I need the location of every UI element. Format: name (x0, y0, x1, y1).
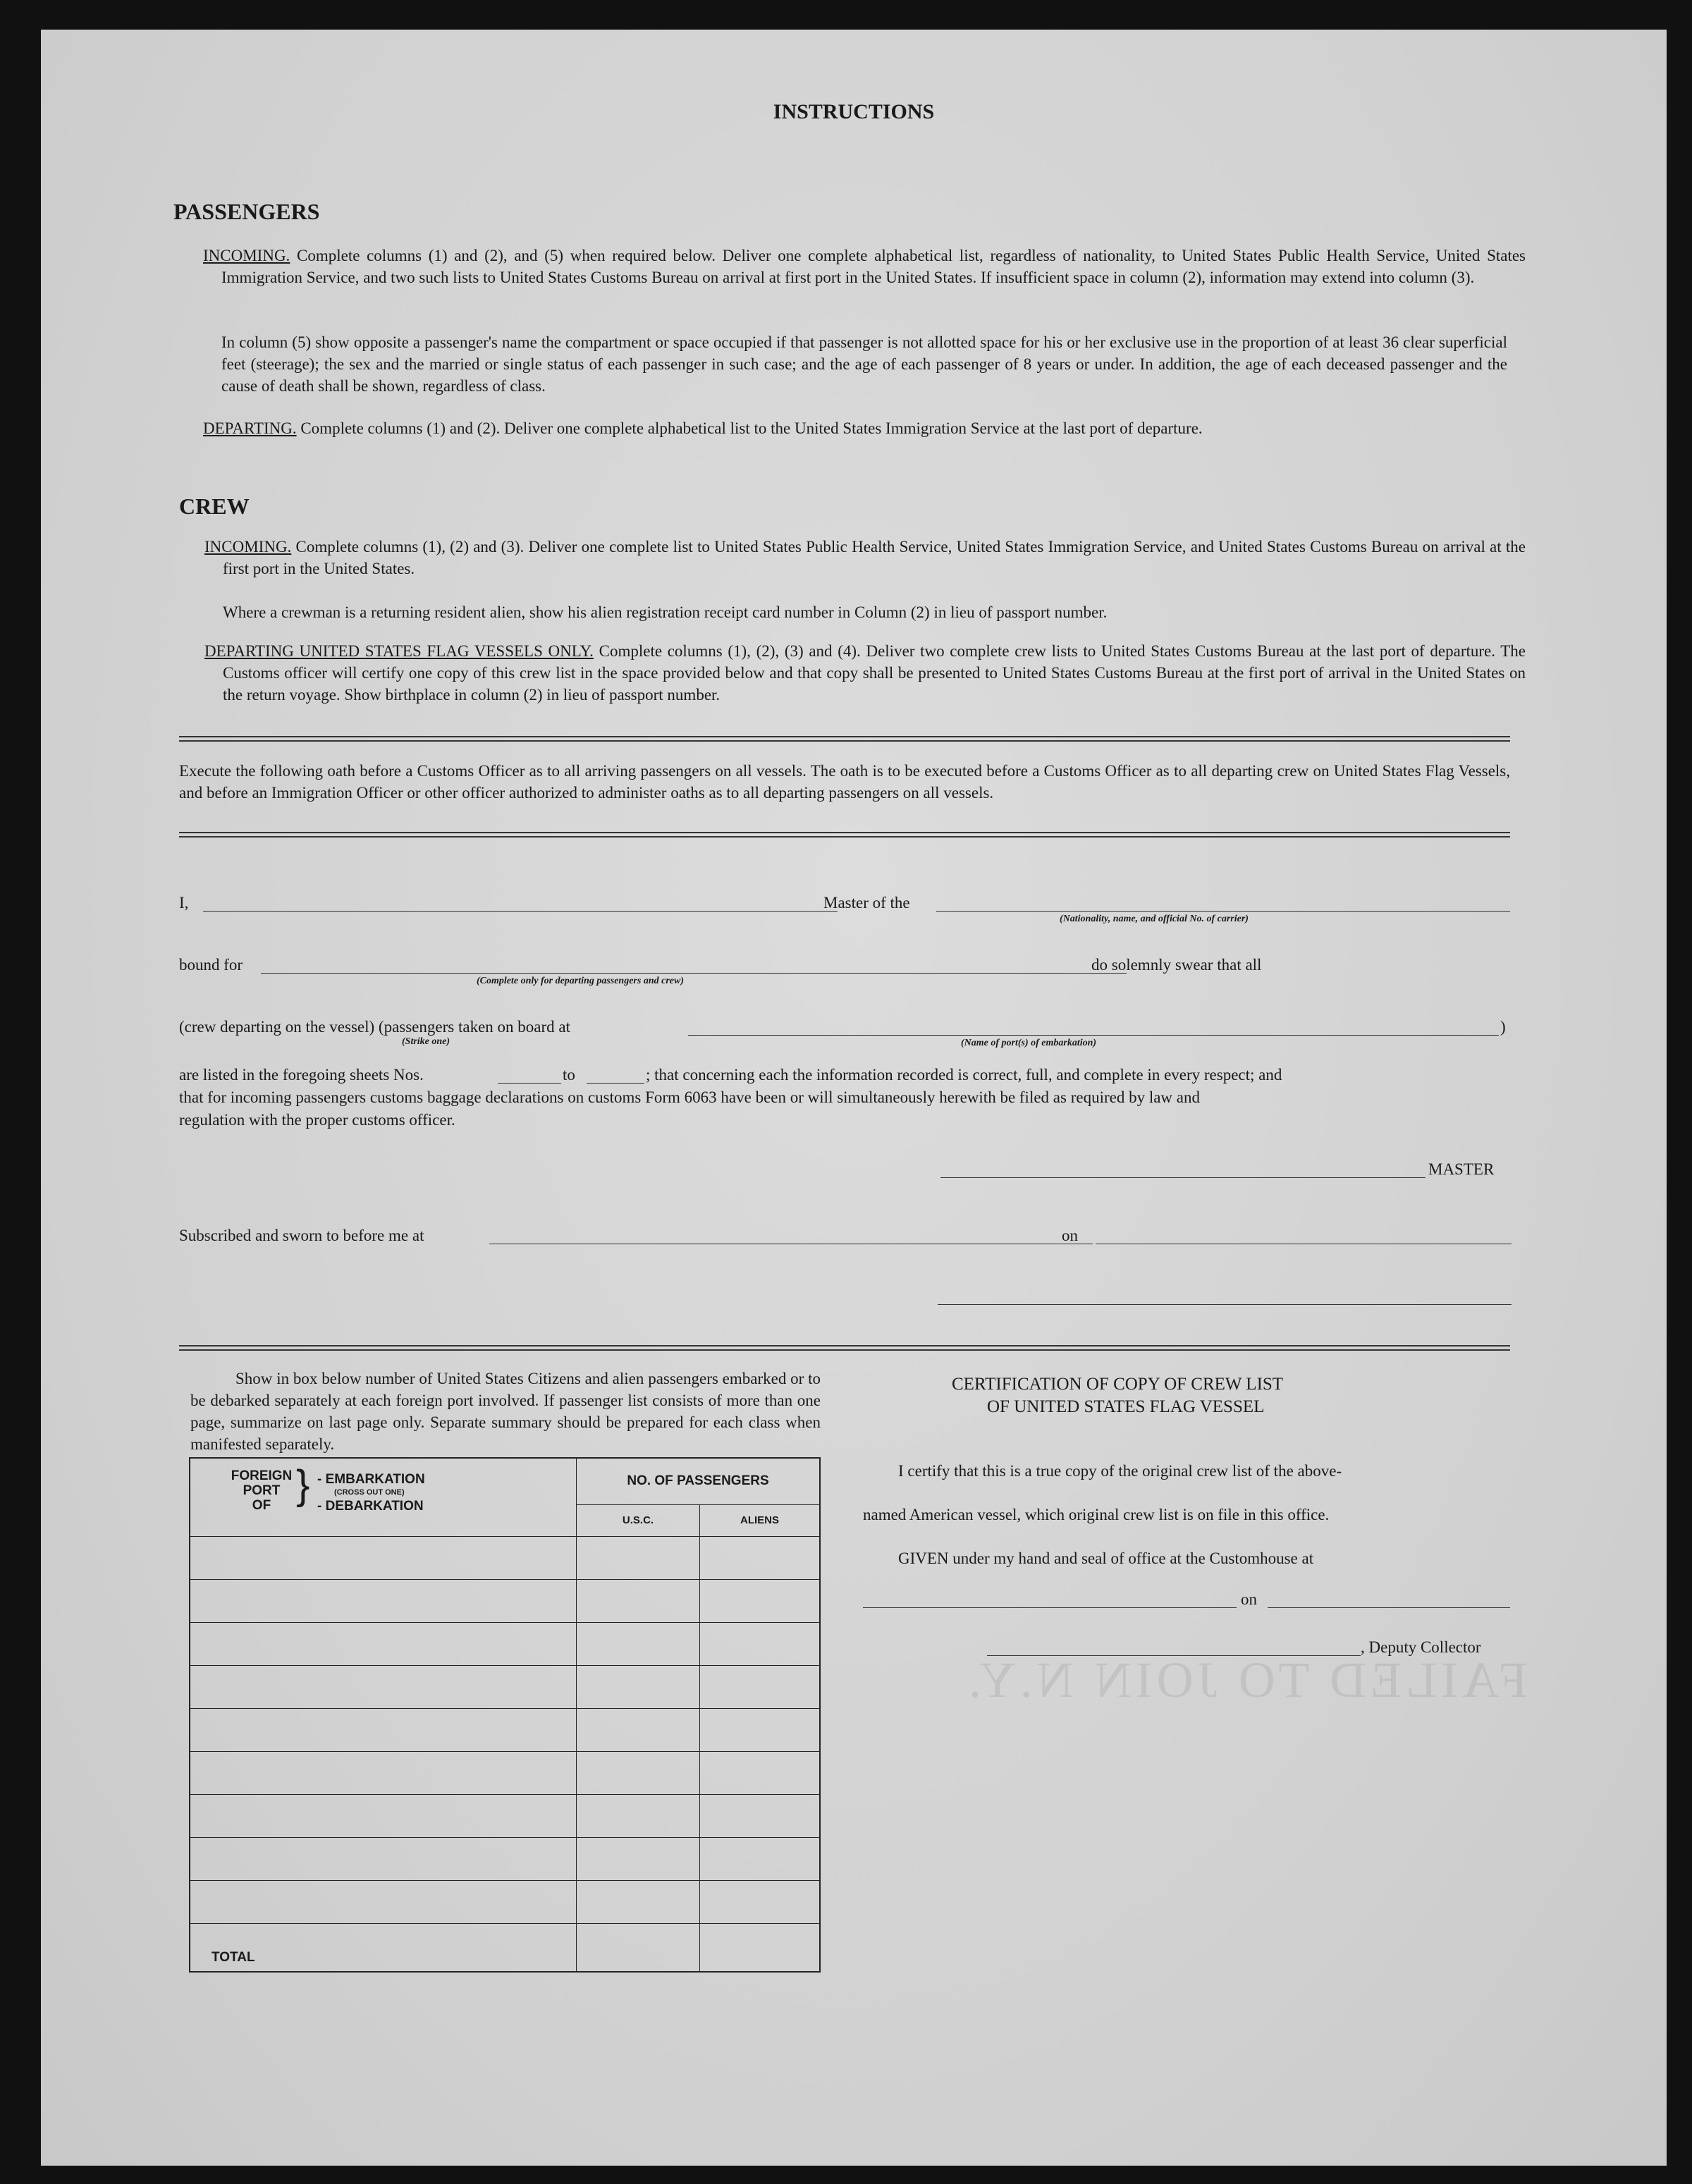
summary-instructions: Show in box below number of United States Citizens and alien passengers embarked or to be debarked separately at each foreign port involved. If passenger list consists of more than one page, summarize on last page only. Separate summary should be prepared for each class when manifested separately. (190, 1370, 821, 1453)
aliens-cell[interactable] (700, 1537, 821, 1580)
oath-intro: Execute the following oath before a Customs Officer as to all arriving passengers on all vessels. The oath is to be executed before a Customs Officer as to all departing crew on United States Flag Vessels, and before an Immigration Officer or other officer authorized to administer oaths as to all departing passengers on all vessels. (179, 762, 1510, 802)
usc-cell[interactable] (577, 1623, 700, 1666)
divider (179, 1345, 1510, 1351)
aliens-cell[interactable] (700, 1881, 821, 1924)
aliens-cell[interactable] (700, 1580, 821, 1623)
port-cell[interactable] (190, 1623, 577, 1666)
listed-regulation-text: regulation with the proper customs officer. (179, 1111, 455, 1129)
sheet-from-line[interactable] (498, 1083, 561, 1084)
table-header-row (190, 1458, 820, 1504)
passengers-incoming-label: INCOMING. (203, 247, 290, 264)
subscribed-on-label: on (1062, 1227, 1078, 1244)
divider (179, 736, 1510, 742)
aliens-cell[interactable] (700, 1709, 821, 1752)
listed-sheets-text: ; that concerning each the information recorded is correct, full, and complete in every respect; and (646, 1066, 1282, 1084)
aliens-cell[interactable] (700, 1666, 821, 1709)
page-title: INSTRUCTIONS (773, 100, 935, 123)
usc-header: U.S.C. (577, 1504, 700, 1536)
total-row (190, 1924, 820, 1973)
port-cell[interactable] (190, 1881, 577, 1924)
bound-for-label: bound for (179, 956, 243, 974)
document-page (41, 30, 1667, 2166)
aliens-cell[interactable] (700, 1752, 821, 1795)
bleed-through-stamp: FAILED TO JOIN N.Y. (964, 1652, 1528, 1708)
crew-incoming-label: INCOMING. (204, 538, 292, 556)
port-cell[interactable] (190, 1709, 577, 1752)
strike-one-caption: (Strike one) (402, 1036, 450, 1047)
carrier-line[interactable] (936, 911, 1510, 912)
table-row (190, 1752, 820, 1795)
customhouse-line[interactable] (863, 1607, 1237, 1608)
passengers-column5-note: In column (5) show opposite a passenger's name the compartment or space occupied if that passenger is not allotted space for his or her exclusive use in the proportion of at least 36 clear superficial feet (steerage); the sex and the married or single status of each passenger in such case; and the age of each passenger of 8 years or under. In addition, the age of each deceased passenger and the cause of death shall be shown, regardless of class. (221, 333, 1507, 395)
usc-cell[interactable] (577, 1795, 700, 1838)
usc-cell[interactable] (577, 1752, 700, 1795)
crew-departing-text: Complete columns (1), (2), (3) and (4). Deliver two complete crew lists to United States Customs Bureau at the last port of departure. The Customs officer will certify one copy of this crew list in the space provided below and that copy shall be presented to United States Customs Bureau at the first port of arrival in the United States on the return voyage. Show birthplace in column (2) in lieu of passport number. (223, 642, 1526, 704)
port-header-cell (190, 1458, 577, 1537)
crew-incoming-text: Complete columns (1), (2) and (3). Deliver one complete list to United States Public Health Service, United States Immigration Service, and United States Customs Bureau on arrival at the first port in the United States. (223, 538, 1526, 577)
crew-departing-label: DEPARTING UNITED STATES FLAG VESSELS ONLY. (204, 642, 594, 660)
embarkation-option: - EMBARKATION (317, 1472, 425, 1487)
certification-heading-2: OF UNITED STATES FLAG VESSEL (987, 1397, 1265, 1416)
no-passengers-header: NO. OF PASSENGERS (577, 1458, 821, 1504)
oath-i-label: I, (179, 894, 189, 912)
master-label: MASTER (1428, 1160, 1495, 1178)
certification-heading-1: CERTIFICATION OF COPY OF CREW LIST (952, 1375, 1284, 1394)
cross-out-one-note: (CROSS OUT ONE) (334, 1488, 405, 1497)
passengers-departing-label: DEPARTING. (203, 419, 297, 437)
passengers-departing-text: Complete columns (1) and (2). Deliver one complete alphabetical list to the United States Immigration Service at the last port of departure. (300, 419, 1203, 437)
table-row (190, 1881, 820, 1924)
cert-on-label: on (1241, 1590, 1257, 1608)
usc-cell[interactable] (577, 1537, 700, 1580)
ports-line[interactable] (688, 1035, 1499, 1036)
usc-cell[interactable] (577, 1580, 700, 1623)
certify-line-1: I certify that this is a true copy of the original crew list of the above- (898, 1462, 1342, 1480)
aliens-header: ALIENS (700, 1504, 821, 1536)
given-line: GIVEN under my hand and seal of office at the Customhouse at (898, 1550, 1314, 1567)
usc-total-cell[interactable] (577, 1924, 700, 1973)
usc-cell[interactable] (577, 1666, 700, 1709)
foreign-port-of (230, 1468, 293, 1513)
col-port-line3: OF (252, 1498, 271, 1513)
subscribed-label: Subscribed and sworn to before me at (179, 1227, 424, 1244)
col-port-line1: FOREIGN (231, 1468, 293, 1483)
aliens-cell[interactable] (700, 1838, 821, 1881)
port-cell[interactable] (190, 1838, 577, 1881)
crew-departing (204, 640, 1526, 706)
aliens-cell[interactable] (700, 1623, 821, 1666)
listed-to-label: to (563, 1066, 575, 1084)
ports-caption: (Name of port(s) of embarkation) (961, 1038, 1097, 1048)
port-cell[interactable] (190, 1795, 577, 1838)
table-row (190, 1795, 820, 1838)
passenger-summary-table (189, 1457, 821, 1973)
table-row (190, 1580, 820, 1623)
swear-text: do solemnly swear that all (1091, 956, 1262, 974)
crew-departing-passengers: (crew departing on the vessel) (passengers taken on board at (179, 1018, 570, 1036)
table-row (190, 1666, 820, 1709)
passengers-incoming-text: Complete columns (1) and (2), and (5) when required below. Deliver one complete alphabetical list, regardless of nationality, to United States Public Health Service, United States Immigration Service, and two such lists to United States Customs Bureau on arrival at first port in the United States. If insufficient space in column (2), information may extend into column (3). (221, 247, 1526, 286)
master-of-the-label: Master of the (823, 894, 910, 912)
usc-cell[interactable] (577, 1709, 700, 1752)
port-cell[interactable] (190, 1580, 577, 1623)
total-label: TOTAL (190, 1924, 577, 1973)
cert-date-line[interactable] (1268, 1607, 1510, 1608)
brace-icon: } (296, 1462, 310, 1508)
passengers-departing (203, 417, 1526, 439)
master-name-line[interactable] (203, 911, 838, 912)
passengers-heading: PASSENGERS (173, 199, 320, 224)
table-row (190, 1537, 820, 1580)
officer-signature-line[interactable] (938, 1304, 1512, 1305)
port-cell[interactable] (190, 1537, 577, 1580)
table-row (190, 1709, 820, 1752)
close-paren: ) (1500, 1018, 1506, 1036)
deputy-collector-label: , Deputy Collector (1361, 1638, 1481, 1656)
usc-cell[interactable] (577, 1838, 700, 1881)
embark-debark-options (317, 1473, 425, 1513)
certify-line-2: named American vessel, which original crew list is on file in this office. (863, 1506, 1330, 1523)
passengers-incoming (203, 245, 1526, 288)
usc-cell[interactable] (577, 1881, 700, 1924)
crew-resident-note: Where a crewman is a returning resident alien, show his alien registration receipt card number in Column (2) in lieu of passport number. (223, 603, 1108, 621)
carrier-caption: (Nationality, name, and official No. of carrier) (1060, 914, 1249, 924)
listed-sheets-label: are listed in the foregoing sheets Nos. (179, 1066, 424, 1084)
bound-for-caption: (Complete only for departing passengers and crew) (477, 976, 684, 986)
master-signature-line[interactable] (940, 1177, 1426, 1178)
aliens-cell[interactable] (700, 1795, 821, 1838)
bound-for-line[interactable] (261, 973, 1127, 974)
debarkation-option: - DEBARKATION (317, 1499, 424, 1514)
sheet-to-line[interactable] (587, 1083, 644, 1084)
port-cell[interactable] (190, 1752, 577, 1795)
col-port-line2: PORT (243, 1483, 281, 1498)
crew-heading: CREW (179, 493, 250, 519)
divider (179, 832, 1510, 838)
listed-baggage-text: that for incoming passengers customs baggage declarations on customs Form 6063 have been or will simultaneously herewith be filed as required by law and (179, 1088, 1201, 1106)
table-row (190, 1623, 820, 1666)
crew-incoming (204, 536, 1526, 579)
table-row (190, 1838, 820, 1881)
aliens-total-cell[interactable] (700, 1924, 821, 1973)
port-cell[interactable] (190, 1666, 577, 1709)
deputy-signature-line[interactable] (987, 1655, 1361, 1656)
